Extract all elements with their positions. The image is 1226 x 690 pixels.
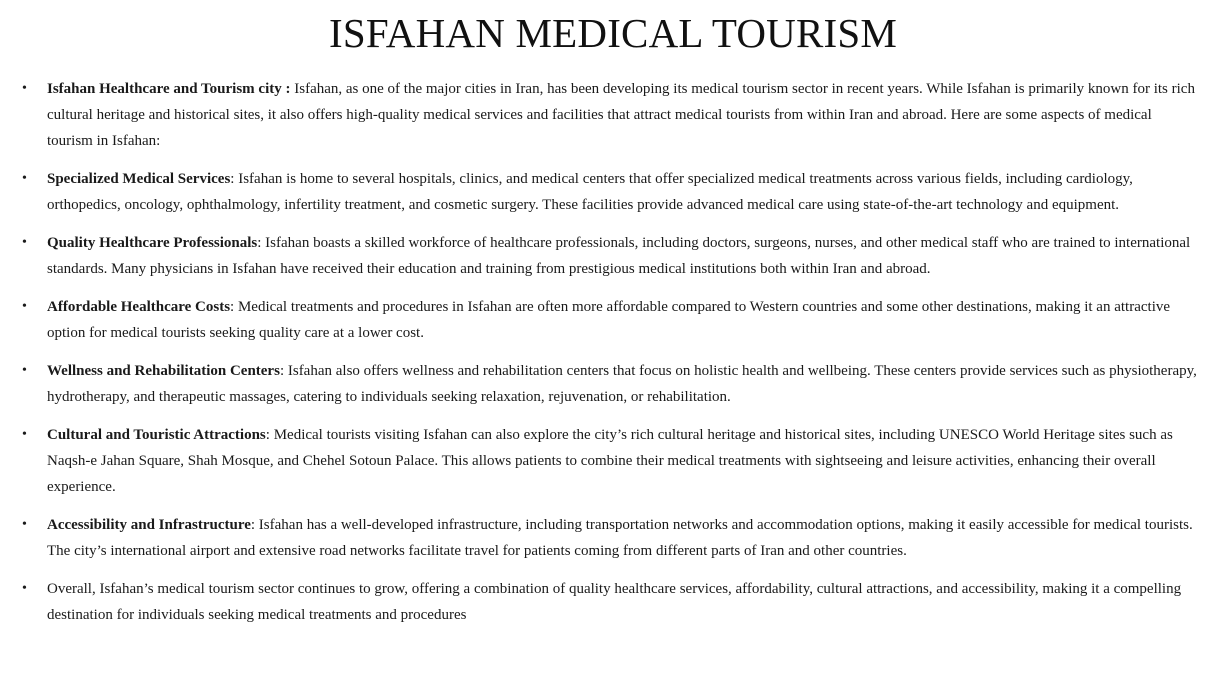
- list-item: [0, 512, 1226, 564]
- list-item: [0, 76, 1226, 154]
- item-text: : Isfahan also offers wellness and rehabilitation centers that focus on holistic health and wellbeing. These centers provide services such as physiotherapy, hydrotherapy, and therapeutic massages, catering to individuals seeking relaxation, rejuvenation, or rehabilitation.: [47, 363, 1197, 405]
- item-heading: Wellness and Rehabilitation Centers: [47, 363, 280, 379]
- bullet-icon: •: [22, 171, 27, 186]
- bullet-list: [0, 76, 1226, 640]
- item-text: : Medical tourists visiting Isfahan can also explore the city’s rich cultural heritage and historical sites, including UNESCO World Heritage sites such as Naqsh-e Jahan Square, Shah Mosque, and Chehel Sotoun Palace. This allows patients to combine their medical treatments with sightseeing and leisure activities, enhancing their overall experience.: [47, 427, 1173, 495]
- list-item: [0, 576, 1226, 628]
- list-item: [0, 230, 1226, 282]
- item-text: Overall, Isfahan’s medical tourism sector continues to grow, offering a combination of quality healthcare services, affordability, cultural attractions, and accessibility, making it a compelling destination for individuals seeking medical treatments and procedures: [47, 581, 1182, 623]
- bullet-icon: •: [22, 81, 27, 96]
- item-heading: Isfahan Healthcare and Tourism city :: [47, 81, 291, 97]
- item-heading: Accessibility and Infrastructure: [47, 517, 251, 533]
- item-heading: Affordable Healthcare Costs: [47, 299, 231, 315]
- list-item: [0, 422, 1226, 500]
- bullet-icon: •: [22, 427, 27, 442]
- item-heading: Quality Healthcare Professionals: [47, 235, 258, 251]
- item-text: : Isfahan has a well-developed infrastructure, including transportation networks and accommodation options, making it easily accessible for medical tourists. The city’s international airport and extensive road networks facilitate travel for patients coming from different parts of Iran and other countries.: [47, 517, 1193, 559]
- list-item: [0, 294, 1226, 346]
- item-text: : Isfahan is home to several hospitals, clinics, and medical centers that offer specialized medical treatments across various fields, including cardiology, orthopedics, oncology, ophthalmology, infertility treatment, and cosmetic surgery. These facilities provide advanced medical care using state-of-the-art technology and equipment.: [47, 171, 1133, 213]
- bullet-icon: •: [22, 235, 27, 250]
- bullet-icon: •: [22, 517, 27, 532]
- page-title: ISFAHAN MEDICAL TOURISM: [328, 10, 898, 56]
- item-text: Isfahan, as one of the major cities in Iran, has been developing its medical tourism sector in recent years. While Isfahan is primarily known for its rich cultural heritage and historical sites, it also offers high-quality medical services and facilities that attract medical tourists from within Iran and abroad. Here are some aspects of medical tourism in Isfahan:: [47, 81, 1195, 149]
- bullet-icon: •: [22, 581, 27, 596]
- bullet-icon: •: [22, 363, 27, 378]
- list-item: [0, 166, 1226, 218]
- item-text: : Isfahan boasts a skilled workforce of healthcare professionals, including doctors, surgeons, nurses, and other medical staff who are trained to international standards. Many physicians in Isfahan have received their education and training from prestigious medical institutions both within Iran and abroad.: [47, 235, 1191, 277]
- item-heading: Specialized Medical Services: [47, 171, 231, 187]
- bullet-icon: •: [22, 299, 27, 314]
- list-item: [0, 358, 1226, 410]
- item-heading: Cultural and Touristic Attractions: [47, 427, 266, 443]
- item-text: : Medical treatments and procedures in Isfahan are often more affordable compared to Western countries and some other destinations, making it an attractive option for medical tourists seeking quality care at a lower cost.: [47, 299, 1171, 341]
